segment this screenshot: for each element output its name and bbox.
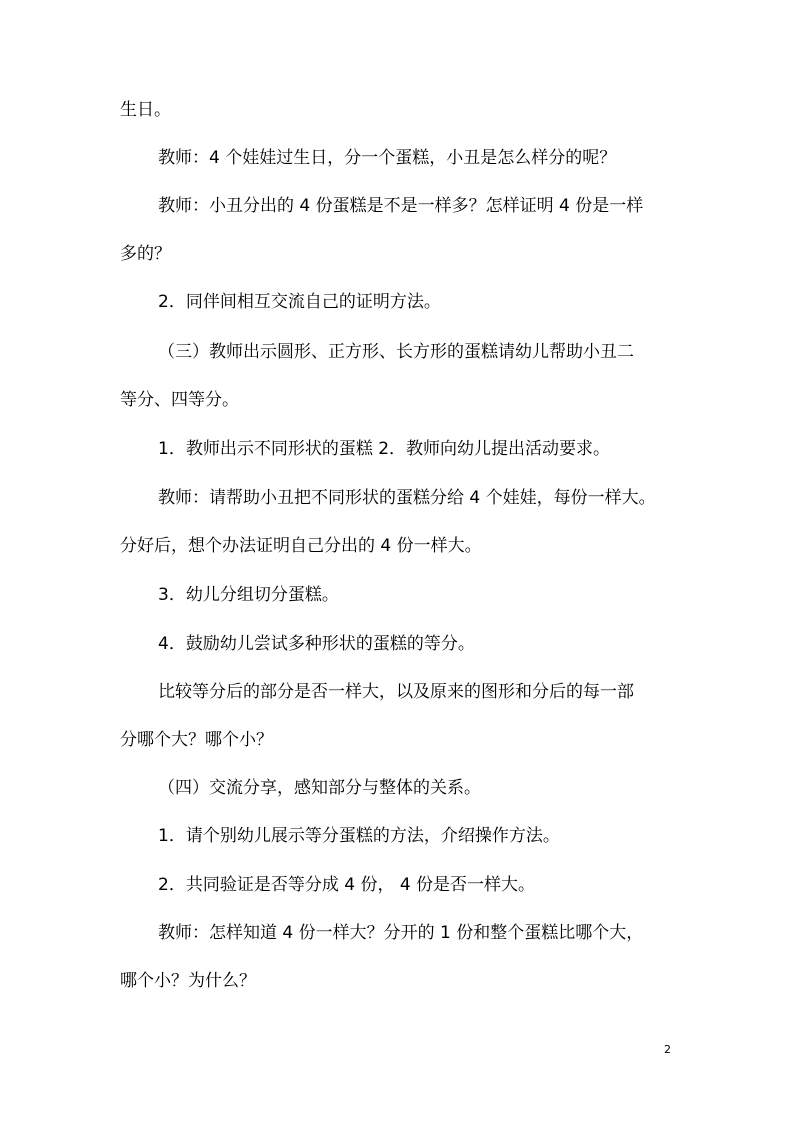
text-line: 1．教师出示不同形状的蛋糕 2．教师向幼儿提出活动要求。: [158, 439, 611, 459]
text-line: 等分、四等分。: [120, 390, 239, 410]
text-line: 分好后，想个办法证明自己分出的 4 份一样大。: [120, 536, 482, 556]
section-heading: （三）教师出示圆形、正方形、长方形的蛋糕请幼儿帮助小丑二: [158, 342, 634, 362]
text-line: 2．同伴间相互交流自己的证明方法。: [158, 292, 441, 312]
text-line: 哪个小？为什么？: [120, 971, 256, 991]
text-line: 生日。: [120, 100, 171, 120]
text-line: 比较等分后的部分是否一样大，以及原来的图形和分后的每一部: [158, 682, 634, 702]
text-line: 教师：怎样知道 4 份一样大？分开的 1 份和整个蛋糕比哪个大，: [158, 923, 644, 943]
text-line: 教师：请帮助小丑把不同形状的蛋糕分给 4 个娃娃，每份一样大。: [158, 488, 656, 508]
text-line: 教师：小丑分出的 4 份蛋糕是不是一样多？怎样证明 4 份是一样: [158, 196, 644, 216]
text-line: 3．幼儿分组切分蛋糕。: [158, 585, 339, 605]
text-line: 多的？: [120, 244, 171, 264]
text-line: 1．请个别幼儿展示等分蛋糕的方法，介绍操作方法。: [158, 826, 560, 846]
text-line: 2．共同验证是否等分成 4 份， 4 份是否一样大。: [158, 875, 536, 895]
page-number: 2: [664, 1043, 671, 1056]
text-line: 教师：4 个娃娃过生日，分一个蛋糕，小丑是怎么样分的呢？: [158, 148, 617, 168]
text-line: 4．鼓励幼儿尝试多种形状的蛋糕的等分。: [158, 634, 475, 654]
text-line: 分哪个大？哪个小？: [120, 730, 273, 750]
section-heading: （四）交流分享，感知部分与整体的关系。: [158, 778, 481, 798]
